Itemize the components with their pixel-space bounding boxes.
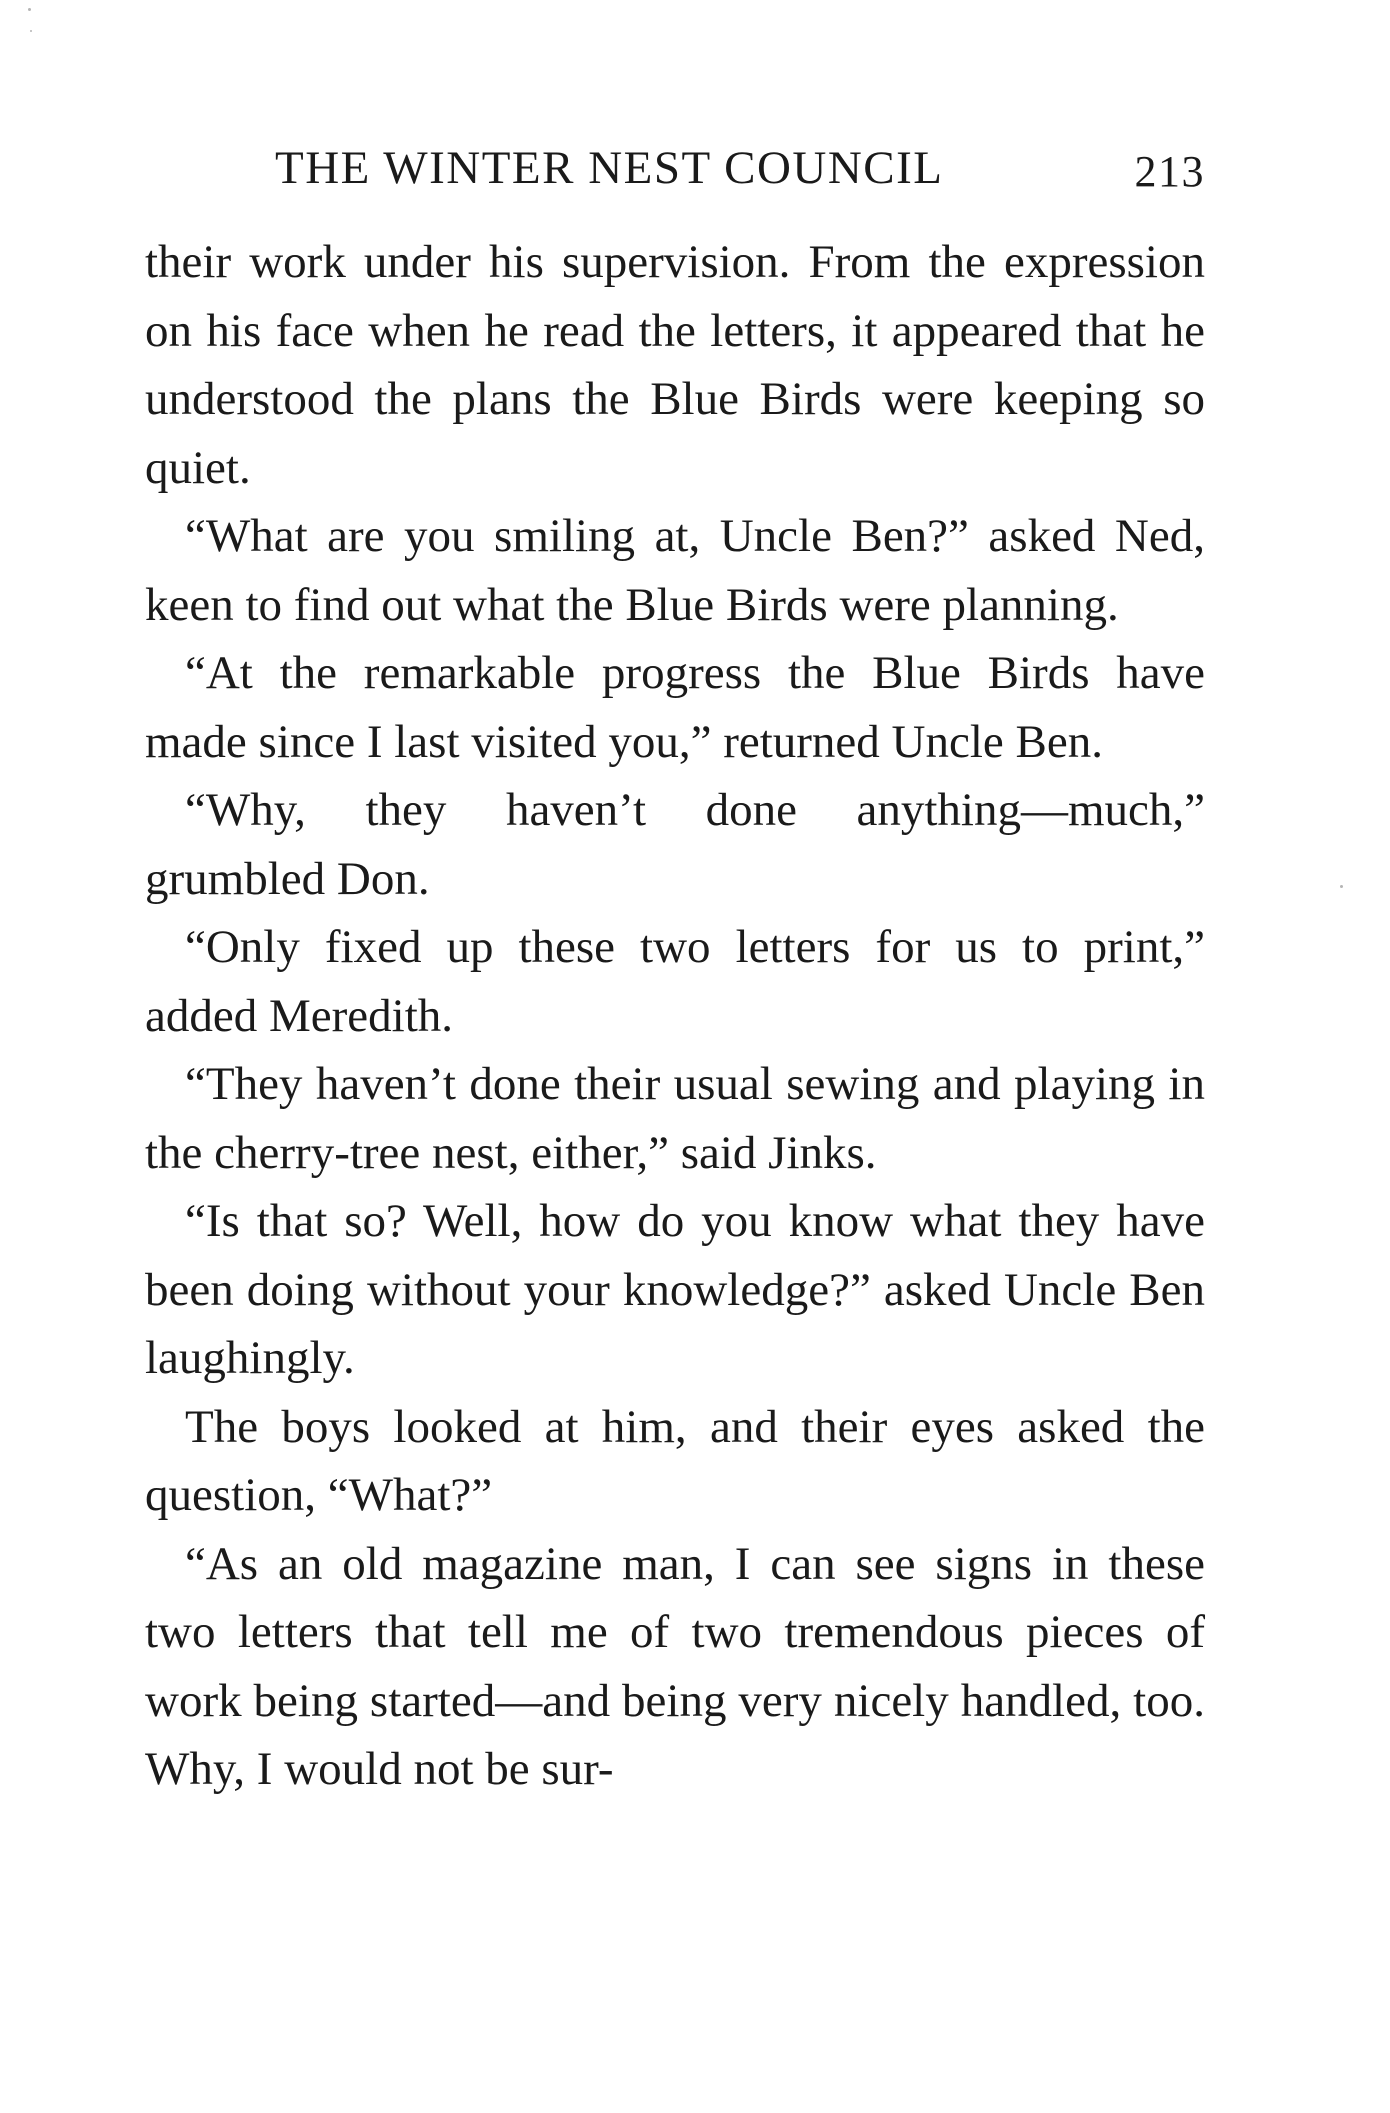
- paper-speck: [28, 8, 31, 11]
- body-text: [145, 228, 1205, 1804]
- paragraph: “Is that so? Well, how do you know what they have been doing without your knowledge?” asked Uncle Ben laughingly.: [145, 1195, 1205, 1384]
- running-title: THE WINTER NEST COUNCIL: [275, 142, 944, 194]
- paragraph: “Why, they haven’t done anything—much,” grumbled Don.: [145, 784, 1205, 905]
- page-number: 213: [1134, 147, 1205, 196]
- paragraph: The boys looked at him, and their eyes asked the question, “What?”: [145, 1400, 1205, 1521]
- paper-speck: [30, 30, 32, 32]
- paragraph: “Only fixed up these two letters for us to print,” added Meredith.: [145, 921, 1205, 1042]
- paragraph: “What are you smiling at, Uncle Ben?” asked Ned, keen to find out what the Blue Birds were planning.: [145, 510, 1205, 631]
- paragraph: their work under his supervision. From the expression on his face when he read the letters, it appeared that he understood the plans the Blue Birds were keeping so quiet.: [145, 236, 1205, 494]
- paragraph: “As an old magazine man, I can see signs in these two letters that tell me of two tremendous pieces of work being started—and being very nicely handled, too. Why, I would not be sur-: [145, 1537, 1205, 1795]
- paper-speck: [1340, 885, 1343, 888]
- running-head: [145, 138, 1205, 198]
- paragraph: “At the remarkable progress the Blue Birds have made since I last visited you,” returned Uncle Ben.: [145, 647, 1205, 768]
- paragraph: “They haven’t done their usual sewing and playing in the cherry-tree nest, either,” said Jinks.: [145, 1058, 1205, 1179]
